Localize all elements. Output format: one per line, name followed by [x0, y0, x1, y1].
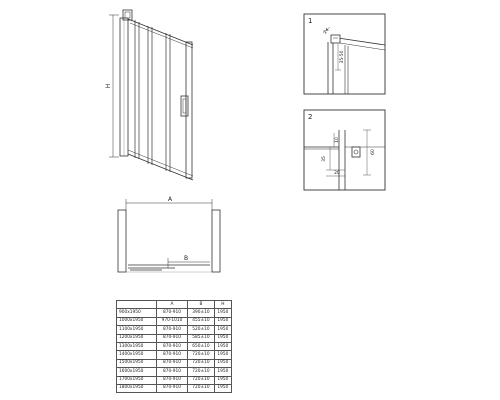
- value-cell: 720±10: [188, 351, 215, 359]
- bottom-rail: [128, 154, 193, 180]
- value-cell: 1950: [214, 342, 231, 350]
- value-cell: 870-910: [156, 342, 187, 350]
- value-cell: 1950: [214, 359, 231, 367]
- front-elevation-view: [109, 10, 193, 180]
- size-cell: 1500x1950: [117, 359, 157, 367]
- value-cell: 650±10: [188, 342, 215, 350]
- table-row: [117, 334, 232, 342]
- detail-2-clamp: [352, 147, 360, 157]
- size-cell: 1800x1950: [117, 384, 157, 392]
- value-cell: 1950: [214, 351, 231, 359]
- value-cell: 455±10: [188, 317, 215, 325]
- value-cell: 870-910: [156, 351, 187, 359]
- value-cell: 870-910: [156, 334, 187, 342]
- detail-2-dim-top: 10: [335, 137, 340, 143]
- value-cell: 870-910: [156, 384, 187, 392]
- dimensions-table: [116, 300, 232, 393]
- value-cell: 1950: [214, 376, 231, 384]
- top-bracket: [123, 10, 132, 20]
- detail-2-dim-bottom: 20: [334, 171, 340, 176]
- plan-left-wall: [118, 210, 126, 272]
- table-row: [117, 342, 232, 350]
- table-header-row: [117, 301, 232, 309]
- size-cell: 1100x1950: [117, 326, 157, 334]
- value-cell: 720±10: [188, 368, 215, 376]
- value-cell: 1950: [214, 309, 231, 317]
- value-cell: 390±10: [188, 309, 215, 317]
- door-panel: [166, 33, 170, 172]
- value-cell: 970-1010: [156, 317, 187, 325]
- column-header: A: [156, 301, 187, 309]
- table-row: [117, 384, 232, 392]
- value-cell: 1950: [214, 368, 231, 376]
- value-cell: 1950: [214, 334, 231, 342]
- size-cell: 1600x1950: [117, 368, 157, 376]
- size-cell: 1300x1950: [117, 342, 157, 350]
- table-row: [117, 376, 232, 384]
- value-cell: 1950: [214, 384, 231, 392]
- plan-view: [118, 199, 220, 272]
- value-cell: 870-910: [156, 359, 187, 367]
- detail-1-number: 1: [308, 17, 313, 25]
- door-panel: [148, 26, 152, 165]
- door-panel: [135, 20, 139, 159]
- detail-1-bracket: [331, 35, 340, 43]
- value-cell: 870-910: [156, 376, 187, 384]
- table-row: [117, 368, 232, 376]
- value-cell: 1950: [214, 317, 231, 325]
- column-header: B: [188, 301, 215, 309]
- detail-2-number: 2: [308, 113, 313, 121]
- detail-1-dim-vertical: 35-50: [340, 50, 345, 64]
- right-wall-profile: [186, 42, 192, 178]
- column-header: H: [214, 301, 231, 309]
- top-rail: [128, 19, 193, 45]
- value-cell: 720±10: [188, 376, 215, 384]
- table-row: [117, 326, 232, 334]
- value-cell: 520±10: [188, 326, 215, 334]
- height-label: H: [105, 83, 112, 89]
- opening-label: B: [183, 255, 189, 262]
- detail-2-dim-right: 60: [371, 149, 376, 155]
- plan-right-wall: [212, 210, 220, 272]
- table-row: [117, 359, 232, 367]
- value-cell: 870-910: [156, 309, 187, 317]
- size-cell: 1000x1950: [117, 317, 157, 325]
- table-body: [117, 309, 232, 393]
- value-cell: 870-910: [156, 368, 187, 376]
- value-cell: 1950: [214, 326, 231, 334]
- table-row: [117, 309, 232, 317]
- table-row: [117, 351, 232, 359]
- detail-1-dim-diagonal: 24: [322, 27, 331, 36]
- column-header: [117, 301, 157, 309]
- detail-2-dim-middle: 35: [322, 156, 327, 162]
- size-cell: 1200x1950: [117, 334, 157, 342]
- size-cell: 1400x1950: [117, 351, 157, 359]
- size-cell: 900x1950: [117, 309, 157, 317]
- value-cell: 870-910: [156, 326, 187, 334]
- table-row: [117, 317, 232, 325]
- value-cell: 585±10: [188, 334, 215, 342]
- size-cell: 1700x1950: [117, 376, 157, 384]
- width-label: A: [167, 196, 173, 203]
- value-cell: 720±10: [188, 359, 215, 367]
- value-cell: 720±10: [188, 384, 215, 392]
